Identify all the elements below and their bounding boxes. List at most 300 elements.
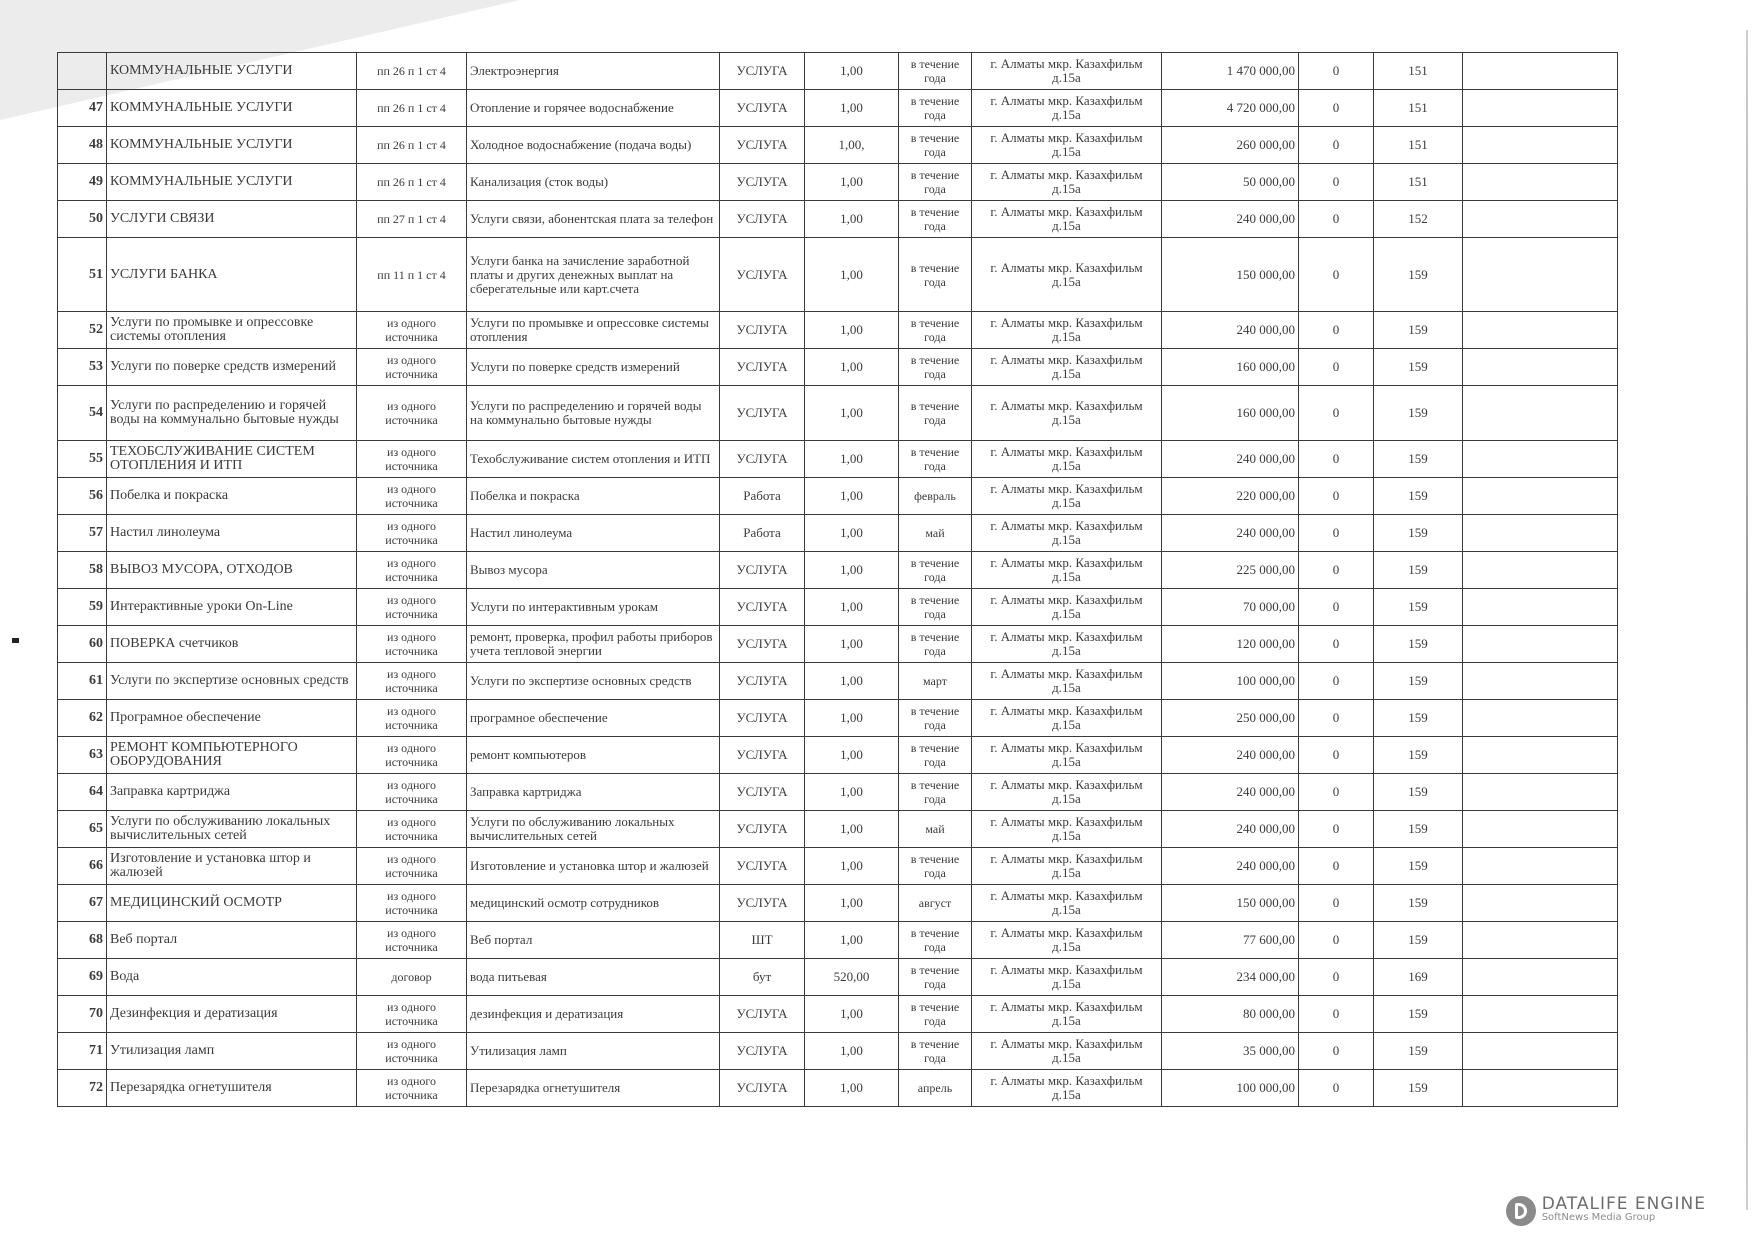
cell-term: в течение года xyxy=(899,1033,972,1070)
cell-place: г. Алматы мкр. Казахфильм д.15а xyxy=(972,737,1162,774)
cell-place: г. Алматы мкр. Казахфильм д.15а xyxy=(972,1033,1162,1070)
cell-code: 159 xyxy=(1374,663,1463,700)
cell-num: 48 xyxy=(58,127,107,164)
cell-empty xyxy=(1463,201,1618,238)
cell-amount: 100 000,00 xyxy=(1162,1070,1299,1107)
cell-code: 159 xyxy=(1374,386,1463,441)
cell-qty: 1,00 xyxy=(805,53,899,90)
cell-desc: Перезарядка огнетушителя xyxy=(467,1070,720,1107)
cell-num: 47 xyxy=(58,90,107,127)
cell-desc: Услуги по экспертизе основных средств xyxy=(467,663,720,700)
cell-unit: УСЛУГА xyxy=(720,663,805,700)
cell-num: 52 xyxy=(58,312,107,349)
cell-zero: 0 xyxy=(1299,737,1374,774)
cell-num: 70 xyxy=(58,996,107,1033)
cell-qty: 1,00 xyxy=(805,885,899,922)
cell-unit: УСЛУГА xyxy=(720,1070,805,1107)
cell-desc: Услуги по обслуживанию локальных вычислительных сетей xyxy=(467,811,720,848)
cell-art: из одного источника xyxy=(357,1070,467,1107)
cell-amount: 260 000,00 xyxy=(1162,127,1299,164)
cell-qty: 1,00 xyxy=(805,478,899,515)
cell-place: г. Алматы мкр. Казахфильм д.15а xyxy=(972,312,1162,349)
cell-unit: УСЛУГА xyxy=(720,811,805,848)
cell-term: в течение года xyxy=(899,552,972,589)
table-row xyxy=(58,663,1618,700)
cell-unit: УСЛУГА xyxy=(720,238,805,312)
cell-amount: 50 000,00 xyxy=(1162,164,1299,201)
cell-art: из одного источника xyxy=(357,478,467,515)
cell-zero: 0 xyxy=(1299,811,1374,848)
cell-code: 159 xyxy=(1374,626,1463,663)
cell-term: в течение года xyxy=(899,959,972,996)
cell-code: 152 xyxy=(1374,201,1463,238)
cell-name: КОММУНАЛЬНЫЕ УСЛУГИ xyxy=(107,164,357,201)
cell-num: 57 xyxy=(58,515,107,552)
cell-empty xyxy=(1463,922,1618,959)
table-row xyxy=(58,552,1618,589)
cell-code: 159 xyxy=(1374,552,1463,589)
table-row xyxy=(58,885,1618,922)
cell-name: УСЛУГИ СВЯЗИ xyxy=(107,201,357,238)
cell-amount: 240 000,00 xyxy=(1162,515,1299,552)
cell-code: 159 xyxy=(1374,811,1463,848)
cell-name: Услуги по обслуживанию локальных вычислительных сетей xyxy=(107,811,357,848)
cell-desc: Услуги по интерактивным урокам xyxy=(467,589,720,626)
cell-art: из одного источника xyxy=(357,700,467,737)
watermark-logo xyxy=(1506,1196,1706,1226)
cell-empty xyxy=(1463,848,1618,885)
cell-place: г. Алматы мкр. Казахфильм д.15а xyxy=(972,238,1162,312)
cell-art: из одного источника xyxy=(357,922,467,959)
cell-art: из одного источника xyxy=(357,811,467,848)
scan-mark xyxy=(12,638,19,643)
cell-empty xyxy=(1463,589,1618,626)
cell-empty xyxy=(1463,164,1618,201)
cell-code: 159 xyxy=(1374,848,1463,885)
cell-unit: УСЛУГА xyxy=(720,996,805,1033)
table-row xyxy=(58,996,1618,1033)
table-row xyxy=(58,53,1618,90)
cell-place: г. Алматы мкр. Казахфильм д.15а xyxy=(972,515,1162,552)
cell-zero: 0 xyxy=(1299,552,1374,589)
cell-name: Веб портал xyxy=(107,922,357,959)
cell-num: 62 xyxy=(58,700,107,737)
cell-desc: Холодное водоснабжение (подача воды) xyxy=(467,127,720,164)
cell-zero: 0 xyxy=(1299,848,1374,885)
cell-zero: 0 xyxy=(1299,515,1374,552)
cell-amount: 160 000,00 xyxy=(1162,386,1299,441)
cell-num xyxy=(58,53,107,90)
cell-num: 65 xyxy=(58,811,107,848)
cell-qty: 1,00 xyxy=(805,848,899,885)
table-row xyxy=(58,737,1618,774)
cell-code: 151 xyxy=(1374,127,1463,164)
cell-art: пп 26 п 1 ст 4 xyxy=(357,127,467,164)
cell-name: Услуги по промывке и опрессовке системы отопления xyxy=(107,312,357,349)
cell-unit: ШТ xyxy=(720,922,805,959)
cell-num: 60 xyxy=(58,626,107,663)
cell-place: г. Алматы мкр. Казахфильм д.15а xyxy=(972,996,1162,1033)
cell-code: 151 xyxy=(1374,90,1463,127)
cell-amount: 225 000,00 xyxy=(1162,552,1299,589)
cell-term: август xyxy=(899,885,972,922)
cell-term: в течение года xyxy=(899,53,972,90)
cell-unit: УСЛУГА xyxy=(720,885,805,922)
cell-amount: 80 000,00 xyxy=(1162,996,1299,1033)
cell-qty: 1,00 xyxy=(805,589,899,626)
cell-amount: 240 000,00 xyxy=(1162,441,1299,478)
cell-zero: 0 xyxy=(1299,441,1374,478)
cell-num: 50 xyxy=(58,201,107,238)
cell-empty xyxy=(1463,885,1618,922)
table-row xyxy=(58,127,1618,164)
cell-name: РЕМОНТ КОМПЬЮТЕРНОГО ОБОРУДОВАНИЯ xyxy=(107,737,357,774)
cell-art: из одного источника xyxy=(357,626,467,663)
cell-place: г. Алматы мкр. Казахфильм д.15а xyxy=(972,959,1162,996)
cell-art: из одного источника xyxy=(357,589,467,626)
cell-code: 159 xyxy=(1374,922,1463,959)
cell-art: из одного источника xyxy=(357,737,467,774)
cell-amount: 240 000,00 xyxy=(1162,848,1299,885)
cell-num: 67 xyxy=(58,885,107,922)
cell-amount: 240 000,00 xyxy=(1162,201,1299,238)
cell-qty: 1,00 xyxy=(805,811,899,848)
cell-zero: 0 xyxy=(1299,700,1374,737)
cell-empty xyxy=(1463,552,1618,589)
cell-unit: Работа xyxy=(720,478,805,515)
cell-art: пп 26 п 1 ст 4 xyxy=(357,164,467,201)
cell-term: в течение года xyxy=(899,127,972,164)
watermark-title: DATALIFE ENGINE xyxy=(1541,1194,1706,1214)
cell-code: 159 xyxy=(1374,478,1463,515)
table-row xyxy=(58,811,1618,848)
cell-amount: 150 000,00 xyxy=(1162,885,1299,922)
cell-empty xyxy=(1463,238,1618,312)
cell-amount: 120 000,00 xyxy=(1162,626,1299,663)
cell-unit: УСЛУГА xyxy=(720,349,805,386)
cell-empty xyxy=(1463,663,1618,700)
datalife-logo-icon xyxy=(1506,1196,1536,1226)
cell-empty xyxy=(1463,737,1618,774)
cell-amount: 77 600,00 xyxy=(1162,922,1299,959)
cell-place: г. Алматы мкр. Казахфильм д.15а xyxy=(972,201,1162,238)
cell-name: Услуги по экспертизе основных средств xyxy=(107,663,357,700)
cell-qty: 1,00 xyxy=(805,774,899,811)
table-body xyxy=(58,53,1618,1107)
cell-term: в течение года xyxy=(899,848,972,885)
scan-edge-shadow xyxy=(1746,30,1748,1210)
cell-name: Побелка и покраска xyxy=(107,478,357,515)
cell-unit: бут xyxy=(720,959,805,996)
cell-place: г. Алматы мкр. Казахфильм д.15а xyxy=(972,552,1162,589)
cell-place: г. Алматы мкр. Казахфильм д.15а xyxy=(972,127,1162,164)
cell-art: пп 11 п 1 ст 4 xyxy=(357,238,467,312)
cell-art: из одного источника xyxy=(357,774,467,811)
cell-desc: Электроэнергия xyxy=(467,53,720,90)
cell-amount: 150 000,00 xyxy=(1162,238,1299,312)
cell-term: май xyxy=(899,515,972,552)
table-row xyxy=(58,959,1618,996)
cell-empty xyxy=(1463,312,1618,349)
cell-code: 159 xyxy=(1374,589,1463,626)
cell-term: в течение года xyxy=(899,589,972,626)
cell-unit: УСЛУГА xyxy=(720,1033,805,1070)
cell-qty: 1,00 xyxy=(805,663,899,700)
cell-qty: 1,00 xyxy=(805,515,899,552)
cell-art: из одного источника xyxy=(357,386,467,441)
cell-empty xyxy=(1463,127,1618,164)
cell-qty: 520,00 xyxy=(805,959,899,996)
cell-art: пп 26 п 1 ст 4 xyxy=(357,53,467,90)
cell-place: г. Алматы мкр. Казахфильм д.15а xyxy=(972,700,1162,737)
cell-num: 53 xyxy=(58,349,107,386)
cell-qty: 1,00 xyxy=(805,441,899,478)
cell-unit: УСЛУГА xyxy=(720,164,805,201)
cell-term: в течение года xyxy=(899,386,972,441)
cell-desc: Техобслуживание систем отопления и ИТП xyxy=(467,441,720,478)
cell-num: 55 xyxy=(58,441,107,478)
cell-qty: 1,00 xyxy=(805,626,899,663)
cell-qty: 1,00 xyxy=(805,552,899,589)
cell-code: 151 xyxy=(1374,53,1463,90)
cell-qty: 1,00 xyxy=(805,90,899,127)
table-row xyxy=(58,700,1618,737)
cell-unit: УСЛУГА xyxy=(720,626,805,663)
cell-num: 61 xyxy=(58,663,107,700)
table-row xyxy=(58,589,1618,626)
cell-name: Настил линолеума xyxy=(107,515,357,552)
cell-art: пп 27 п 1 ст 4 xyxy=(357,201,467,238)
cell-amount: 1 470 000,00 xyxy=(1162,53,1299,90)
cell-desc: Отопление и горячее водоснабжение xyxy=(467,90,720,127)
cell-zero: 0 xyxy=(1299,164,1374,201)
watermark-subtitle: SoftNews Media Group xyxy=(1541,1212,1656,1223)
cell-amount: 160 000,00 xyxy=(1162,349,1299,386)
cell-art: из одного источника xyxy=(357,441,467,478)
cell-unit: УСЛУГА xyxy=(720,737,805,774)
cell-qty: 1,00 xyxy=(805,700,899,737)
cell-code: 159 xyxy=(1374,349,1463,386)
watermark-text xyxy=(1541,1194,1706,1225)
cell-name: УСЛУГИ БАНКА xyxy=(107,238,357,312)
cell-art: из одного источника xyxy=(357,848,467,885)
cell-qty: 1,00 xyxy=(805,312,899,349)
cell-code: 159 xyxy=(1374,737,1463,774)
cell-code: 159 xyxy=(1374,441,1463,478)
cell-unit: УСЛУГА xyxy=(720,127,805,164)
cell-empty xyxy=(1463,386,1618,441)
cell-name: МЕДИЦИНСКИЙ ОСМОТР xyxy=(107,885,357,922)
cell-zero: 0 xyxy=(1299,626,1374,663)
cell-num: 72 xyxy=(58,1070,107,1107)
cell-unit: УСЛУГА xyxy=(720,774,805,811)
table-row xyxy=(58,1070,1618,1107)
cell-num: 68 xyxy=(58,922,107,959)
cell-num: 64 xyxy=(58,774,107,811)
cell-empty xyxy=(1463,478,1618,515)
cell-zero: 0 xyxy=(1299,885,1374,922)
table-row xyxy=(58,201,1618,238)
cell-name: КОММУНАЛЬНЫЕ УСЛУГИ xyxy=(107,53,357,90)
cell-art: из одного источника xyxy=(357,312,467,349)
cell-num: 54 xyxy=(58,386,107,441)
cell-art: из одного источника xyxy=(357,663,467,700)
cell-art: из одного источника xyxy=(357,552,467,589)
cell-unit: УСЛУГА xyxy=(720,848,805,885)
cell-place: г. Алматы мкр. Казахфильм д.15а xyxy=(972,589,1162,626)
cell-term: в течение года xyxy=(899,90,972,127)
table-row xyxy=(58,922,1618,959)
cell-term: февраль xyxy=(899,478,972,515)
cell-amount: 234 000,00 xyxy=(1162,959,1299,996)
cell-term: в течение года xyxy=(899,774,972,811)
cell-zero: 0 xyxy=(1299,201,1374,238)
cell-desc: Услуги по распределению и горячей воды на коммунально бытовые нужды xyxy=(467,386,720,441)
cell-desc: медицинский осмотр сотрудников xyxy=(467,885,720,922)
cell-amount: 35 000,00 xyxy=(1162,1033,1299,1070)
cell-place: г. Алматы мкр. Казахфильм д.15а xyxy=(972,386,1162,441)
cell-num: 59 xyxy=(58,589,107,626)
cell-term: в течение года xyxy=(899,201,972,238)
cell-term: в течение года xyxy=(899,922,972,959)
cell-amount: 240 000,00 xyxy=(1162,774,1299,811)
cell-qty: 1,00 xyxy=(805,1033,899,1070)
cell-num: 69 xyxy=(58,959,107,996)
cell-num: 58 xyxy=(58,552,107,589)
cell-name: Интерактивные уроки On-Line xyxy=(107,589,357,626)
cell-code: 159 xyxy=(1374,996,1463,1033)
cell-unit: УСЛУГА xyxy=(720,552,805,589)
cell-zero: 0 xyxy=(1299,996,1374,1033)
cell-unit: УСЛУГА xyxy=(720,441,805,478)
cell-place: г. Алматы мкр. Казахфильм д.15а xyxy=(972,848,1162,885)
cell-qty: 1,00 xyxy=(805,996,899,1033)
cell-unit: УСЛУГА xyxy=(720,90,805,127)
cell-qty: 1,00 xyxy=(805,386,899,441)
cell-code: 159 xyxy=(1374,700,1463,737)
cell-name: Вода xyxy=(107,959,357,996)
cell-zero: 0 xyxy=(1299,663,1374,700)
cell-desc: Заправка картриджа xyxy=(467,774,720,811)
cell-term: в течение года xyxy=(899,238,972,312)
cell-amount: 250 000,00 xyxy=(1162,700,1299,737)
table-row xyxy=(58,312,1618,349)
cell-zero: 0 xyxy=(1299,90,1374,127)
cell-amount: 100 000,00 xyxy=(1162,663,1299,700)
table-row xyxy=(58,774,1618,811)
cell-desc: Канализация (сток воды) xyxy=(467,164,720,201)
cell-code: 159 xyxy=(1374,515,1463,552)
cell-place: г. Алматы мкр. Казахфильм д.15а xyxy=(972,441,1162,478)
cell-art: из одного источника xyxy=(357,349,467,386)
cell-empty xyxy=(1463,700,1618,737)
cell-code: 159 xyxy=(1374,1070,1463,1107)
cell-zero: 0 xyxy=(1299,1070,1374,1107)
cell-unit: УСЛУГА xyxy=(720,312,805,349)
cell-zero: 0 xyxy=(1299,312,1374,349)
cell-zero: 0 xyxy=(1299,127,1374,164)
cell-place: г. Алматы мкр. Казахфильм д.15а xyxy=(972,349,1162,386)
cell-empty xyxy=(1463,515,1618,552)
cell-code: 159 xyxy=(1374,885,1463,922)
cell-zero: 0 xyxy=(1299,589,1374,626)
cell-empty xyxy=(1463,441,1618,478)
cell-empty xyxy=(1463,774,1618,811)
cell-empty xyxy=(1463,90,1618,127)
cell-term: в течение года xyxy=(899,312,972,349)
cell-empty xyxy=(1463,811,1618,848)
cell-desc: Веб портал xyxy=(467,922,720,959)
cell-art: договор xyxy=(357,959,467,996)
cell-desc: Услуги по промывке и опрессовке системы отопления xyxy=(467,312,720,349)
table-row xyxy=(58,90,1618,127)
cell-num: 66 xyxy=(58,848,107,885)
cell-place: г. Алматы мкр. Казахфильм д.15а xyxy=(972,626,1162,663)
cell-name: ТЕХОБСЛУЖИВАНИЕ СИСТЕМ ОТОПЛЕНИЯ И ИТП xyxy=(107,441,357,478)
cell-term: в течение года xyxy=(899,164,972,201)
cell-zero: 0 xyxy=(1299,386,1374,441)
cell-term: май xyxy=(899,811,972,848)
cell-unit: УСЛУГА xyxy=(720,53,805,90)
cell-art: из одного источника xyxy=(357,996,467,1033)
cell-desc: програмное обеспечение xyxy=(467,700,720,737)
cell-art: пп 26 п 1 ст 4 xyxy=(357,90,467,127)
cell-term: в течение года xyxy=(899,700,972,737)
cell-amount: 220 000,00 xyxy=(1162,478,1299,515)
cell-amount: 4 720 000,00 xyxy=(1162,90,1299,127)
cell-unit: УСЛУГА xyxy=(720,386,805,441)
table-row xyxy=(58,515,1618,552)
cell-name: ВЫВОЗ МУСОРА, ОТХОДОВ xyxy=(107,552,357,589)
cell-num: 63 xyxy=(58,737,107,774)
cell-place: г. Алматы мкр. Казахфильм д.15а xyxy=(972,922,1162,959)
cell-desc: ремонт, проверка, профил работы приборов учета тепловой энергии xyxy=(467,626,720,663)
cell-desc: Изготовление и установка штор и жалюзей xyxy=(467,848,720,885)
cell-art: из одного источника xyxy=(357,515,467,552)
cell-term: март xyxy=(899,663,972,700)
cell-qty: 1,00, xyxy=(805,127,899,164)
cell-amount: 240 000,00 xyxy=(1162,312,1299,349)
cell-code: 169 xyxy=(1374,959,1463,996)
cell-name: Програмное обеспечение xyxy=(107,700,357,737)
cell-unit: УСЛУГА xyxy=(720,700,805,737)
cell-art: из одного источника xyxy=(357,1033,467,1070)
cell-place: г. Алматы мкр. Казахфильм д.15а xyxy=(972,811,1162,848)
cell-term: в течение года xyxy=(899,441,972,478)
cell-desc: Побелка и покраска xyxy=(467,478,720,515)
cell-zero: 0 xyxy=(1299,238,1374,312)
cell-empty xyxy=(1463,1070,1618,1107)
cell-unit: УСЛУГА xyxy=(720,589,805,626)
cell-code: 159 xyxy=(1374,774,1463,811)
cell-qty: 1,00 xyxy=(805,238,899,312)
cell-term: в течение года xyxy=(899,737,972,774)
table-row xyxy=(58,349,1618,386)
cell-name: Перезарядка огнетушителя xyxy=(107,1070,357,1107)
cell-place: г. Алматы мкр. Казахфильм д.15а xyxy=(972,663,1162,700)
cell-place: г. Алматы мкр. Казахфильм д.15а xyxy=(972,774,1162,811)
cell-zero: 0 xyxy=(1299,349,1374,386)
cell-place: г. Алматы мкр. Казахфильм д.15а xyxy=(972,53,1162,90)
cell-name: КОММУНАЛЬНЫЕ УСЛУГИ xyxy=(107,90,357,127)
cell-num: 49 xyxy=(58,164,107,201)
cell-amount: 240 000,00 xyxy=(1162,811,1299,848)
cell-code: 159 xyxy=(1374,312,1463,349)
cell-name: Услуги по поверке средств измерений xyxy=(107,349,357,386)
cell-desc: Вывоз мусора xyxy=(467,552,720,589)
cell-place: г. Алматы мкр. Казахфильм д.15а xyxy=(972,164,1162,201)
cell-desc: дезинфекция и дератизация xyxy=(467,996,720,1033)
